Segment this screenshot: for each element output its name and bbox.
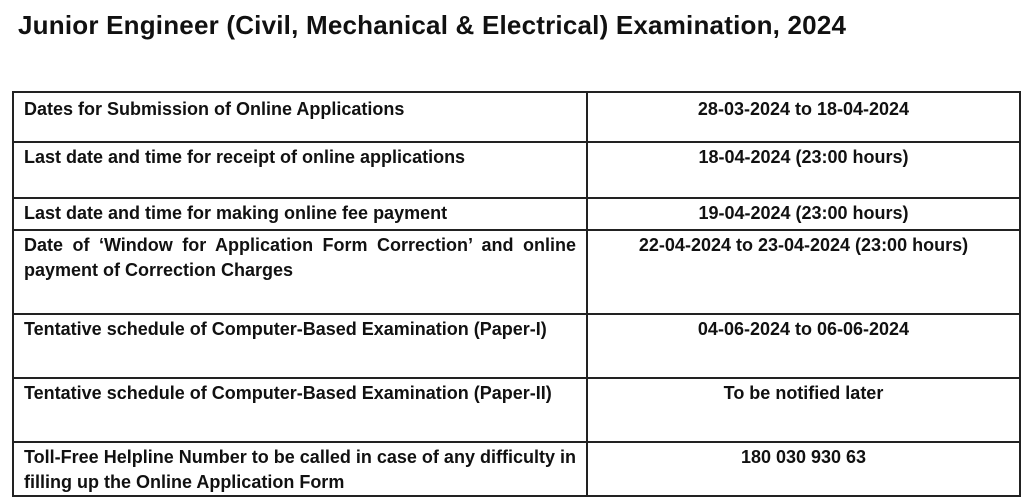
row-label: Toll-Free Helpline Number to be called in case of any difficulty in filling up the Online Application Form	[13, 442, 587, 496]
row-value: 28-03-2024 to 18-04-2024	[587, 92, 1020, 142]
table-row	[13, 92, 1020, 142]
row-value: To be notified later	[587, 378, 1020, 442]
row-value: 22-04-2024 to 23-04-2024 (23:00 hours)	[587, 230, 1020, 314]
row-value: 18-04-2024 (23:00 hours)	[587, 142, 1020, 198]
table-row	[13, 230, 1020, 314]
row-value: 180 030 930 63	[587, 442, 1020, 496]
row-label: Dates for Submission of Online Applications	[13, 92, 587, 142]
schedule-table	[12, 91, 1021, 497]
table-row	[13, 314, 1020, 378]
row-label: Date of ‘Window for Application Form Correction’ and online payment of Correction Charges	[13, 230, 587, 314]
row-label: Tentative schedule of Computer-Based Examination (Paper-I)	[13, 314, 587, 378]
table-row	[13, 378, 1020, 442]
table-row	[13, 442, 1020, 496]
table-row	[13, 142, 1020, 198]
row-label: Last date and time for receipt of online applications	[13, 142, 587, 198]
table-row	[13, 198, 1020, 230]
row-label: Last date and time for making online fee payment	[13, 198, 587, 230]
row-value: 19-04-2024 (23:00 hours)	[587, 198, 1020, 230]
page-title: Junior Engineer (Civil, Mechanical & Electrical) Examination, 2024	[18, 10, 847, 40]
row-label: Tentative schedule of Computer-Based Examination (Paper-II)	[13, 378, 587, 442]
row-value: 04-06-2024 to 06-06-2024	[587, 314, 1020, 378]
